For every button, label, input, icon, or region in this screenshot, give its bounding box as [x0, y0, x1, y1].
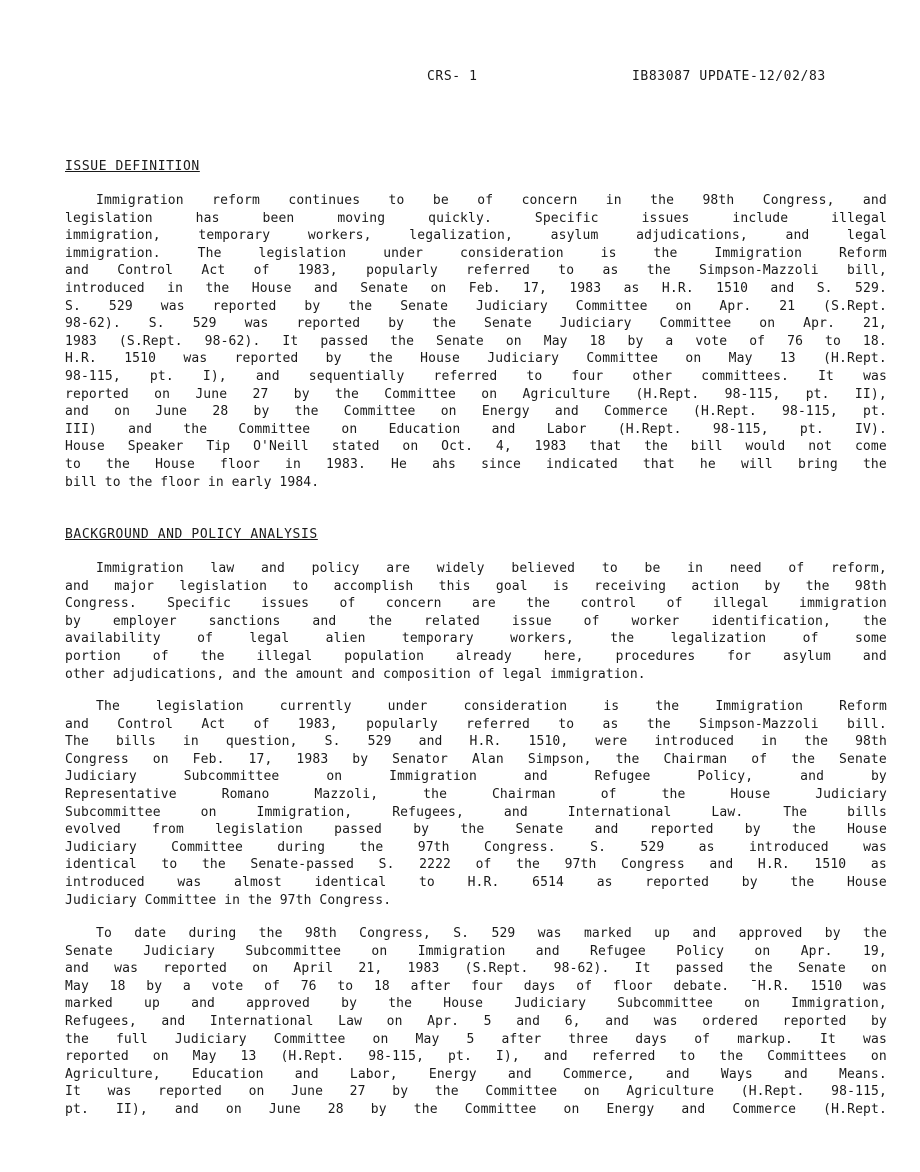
background-paragraph-3 — [65, 925, 887, 1119]
text-line: portion of the illegal population already here, procedures for asylum and — [65, 648, 887, 664]
text-line: Congress. Specific issues of concern are the control of illegal immigration — [65, 596, 887, 612]
text-line: Agriculture, Education and Labor, Energy and Commerce, and Ways and Means. — [65, 1066, 887, 1082]
text-line: Refugees, and International Law on Apr. 5 and 6, and was ordered reported by — [65, 1013, 887, 1029]
text-line: Congress on Feb. 17, 1983 by Senator Alan Simpson, the Chairman of the Senate — [65, 751, 887, 767]
text-line: Representative Romano Mazzoli, the Chairman of the House Judiciary — [65, 786, 887, 802]
text-line: H.R. 1510 was reported by the House Judiciary Committee on May 13 (H.Rept. — [65, 351, 887, 367]
background-paragraph-2 — [65, 698, 887, 909]
text-line: Immigration law and policy are widely believed to be in need of reform, — [96, 561, 887, 576]
text-line: bill to the floor in early 1984. — [65, 474, 320, 490]
text-line: Immigration reform continues to be of concern in the 98th Congress, and — [96, 193, 887, 208]
text-line: III) and the Committee on Education and Labor (H.Rept. 98-115, pt. IV). — [65, 421, 887, 437]
text-line: Judiciary Committee during the 97th Congress. S. 529 as introduced was — [65, 839, 887, 855]
text-line: and major legislation to accomplish this goal is receiving action by the 98th — [65, 578, 887, 594]
page-label: CRS- 1 — [427, 69, 478, 84]
text-line: May 18 by a vote of 76 to 18 after four days of floor debate. ¯H.R. 1510 was — [65, 978, 887, 994]
text-line: 98-115, pt. I), and sequentially referred to four other committees. It was — [65, 368, 887, 384]
text-line: immigration, temporary workers, legalization, asylum adjudications, and legal — [65, 228, 887, 244]
text-line: House Speaker Tip O'Neill stated on Oct. 4, 1983 that the bill would not come — [65, 439, 887, 455]
text-line: pt. II), and on June 28 by the Committee on Energy and Commerce (H.Rept. — [65, 1101, 887, 1117]
issue-definition-heading: ISSUE DEFINITION — [65, 159, 200, 174]
text-line: reported on June 27 by the Committee on Agriculture (H.Rept. 98-115, pt. II), — [65, 386, 887, 402]
background-heading: BACKGROUND AND POLICY ANALYSIS — [65, 527, 318, 542]
text-line: S. 529 was reported by the Senate Judiciary Committee on Apr. 21 (S.Rept. — [65, 298, 887, 314]
text-line: 1983 (S.Rept. 98-62). It passed the Senate on May 18 by a vote of 76 to 18. — [65, 333, 887, 349]
text-line: evolved from legislation passed by the Senate and reported by the House — [65, 822, 887, 838]
text-line: and was reported on April 21, 1983 (S.Rept. 98-62). It passed the Senate on — [65, 961, 887, 977]
text-line: The legislation currently under consideration is the Immigration Reform — [96, 699, 887, 714]
text-line: To date during the 98th Congress, S. 529 was marked up and approved by the — [96, 926, 887, 941]
text-line: Senate Judiciary Subcommittee on Immigration and Refugee Policy on Apr. 19, — [65, 943, 887, 959]
issue-definition-paragraph — [65, 192, 887, 491]
text-line: other adjudications, and the amount and composition of legal immigration. — [65, 666, 646, 682]
text-line: to the House floor in 1983. He ahs since indicated that he will bring the — [65, 456, 887, 472]
text-line: introduced in the House and Senate on Feb. 17, 1983 as H.R. 1510 and S. 529. — [65, 280, 887, 296]
text-line: The bills in question, S. 529 and H.R. 1510, were introduced in the 98th — [65, 734, 887, 750]
text-line: marked up and approved by the House Judiciary Subcommittee on Immigration, — [65, 996, 887, 1012]
text-line: legislation has been moving quickly. Specific issues include illegal — [65, 210, 887, 226]
text-line: introduced was almost identical to H.R. 6514 as reported by the House — [65, 874, 887, 890]
text-line: It was reported on June 27 by the Committee on Agriculture (H.Rept. 98-115, — [65, 1084, 887, 1100]
text-line: immigration. The legislation under consideration is the Immigration Reform — [65, 245, 887, 261]
text-line: and on June 28 by the Committee on Energy and Commerce (H.Rept. 98-115, pt. — [65, 404, 887, 420]
text-line: reported on May 13 (H.Rept. 98-115, pt. I), and referred to the Committees on — [65, 1049, 887, 1065]
text-line: identical to the Senate-passed S. 2222 of the 97th Congress and H.R. 1510 as — [65, 857, 887, 873]
text-line: Subcommittee on Immigration, Refugees, and International Law. The bills — [65, 804, 887, 820]
text-line: the full Judiciary Committee on May 5 after three days of markup. It was — [65, 1031, 887, 1047]
text-line: 98-62). S. 529 was reported by the Senate Judiciary Committee on Apr. 21, — [65, 316, 887, 332]
report-id: IB83087 UPDATE-12/02/83 — [632, 69, 826, 84]
text-line: availability of legal alien temporary workers, the legalization of some — [65, 631, 887, 647]
text-line: and Control Act of 1983, popularly referred to as the Simpson-Mazzoli bill. — [65, 716, 887, 732]
text-line: and Control Act of 1983, popularly referred to as the Simpson-Mazzoli bill, — [65, 263, 887, 279]
text-line: by employer sanctions and the related issue of worker identification, the — [65, 613, 887, 629]
background-paragraph-1 — [65, 560, 887, 683]
text-line: Judiciary Committee in the 97th Congress. — [65, 892, 392, 908]
text-line: Judiciary Subcommittee on Immigration and Refugee Policy, and by — [65, 769, 887, 785]
